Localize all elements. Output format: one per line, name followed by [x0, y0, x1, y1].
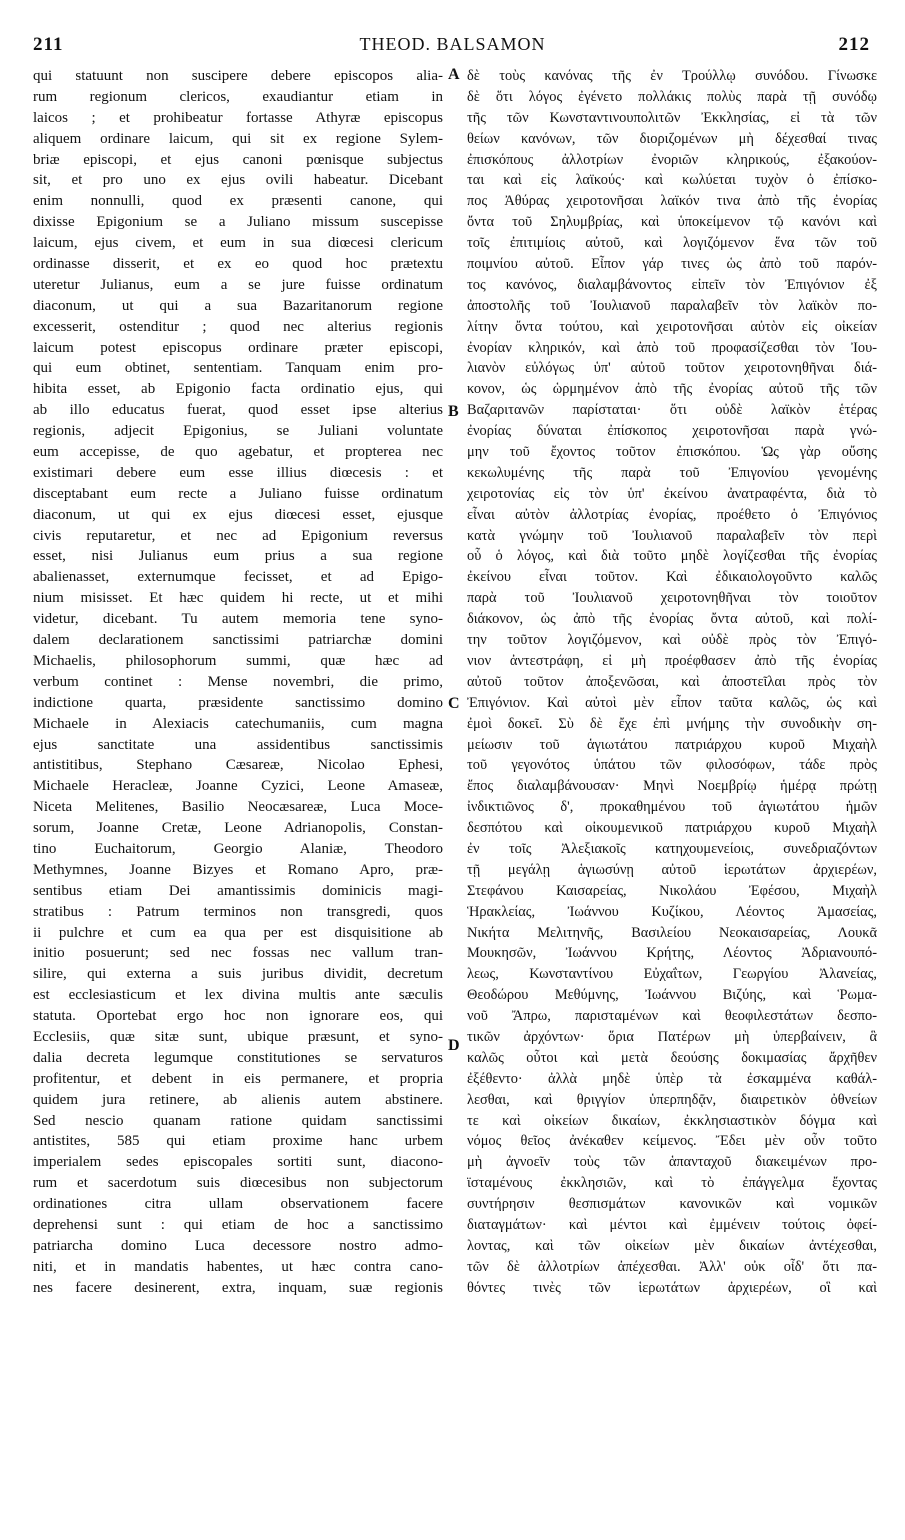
latin-text-line: quidem jura retinere, ab alienis autem abstinere.: [33, 1091, 443, 1108]
latin-text-line: enim nonnulli, quod ex præsenti canone, qui: [33, 193, 443, 210]
greek-text-line: ϊσταμένους ἐκκλησιῶν, καὶ τὸ ἐπάγγελμα ἔχοντας: [467, 1175, 877, 1192]
greek-text-line: λίτην ὄντα τούτου, καὶ χειροτονῆσαι αὐτὸν εἰς οἰκείαν: [467, 318, 877, 335]
latin-text-line: ab illo educatus fuerat, quod esset ipse alterius: [33, 402, 443, 419]
latin-text-line: diaconum, ut qui a sua Bazaritanorum regione: [33, 297, 443, 314]
latin-text-line: esset, nisi Julianus eum prius a sua regione: [33, 548, 443, 565]
latin-text-line: Michaele in Alexiacis catechumaniis, cum magna: [33, 715, 443, 732]
latin-text-line: disceptabant eum recte a Juliano fuisse ordinatum: [33, 485, 443, 502]
greek-text-line: Νικήτα Μελιτηνῆς, Βασιλείου Νεοκαισαρείας, Λουκᾶ: [467, 924, 877, 941]
latin-text-line: ejus sanctitate una assidentibus sanctissimis: [33, 736, 443, 753]
latin-text-line: initio posuerunt; sed nec fossas nec vallum tran-: [33, 945, 443, 962]
greek-text-line: ἐνορίαν κληρικόν, καὶ ἀπὸ τοῦ προφασίζεσθαι τὸν Ἰου-: [467, 339, 877, 356]
greek-text-line: κεκωλυμένης τῆς παρὰ τοῦ Ἐπιγονίου γενομένης: [467, 464, 877, 481]
latin-text-line: dixisse Epigonium se a Juliano missum suscepisse: [33, 214, 443, 231]
latin-column: [33, 66, 443, 1528]
greek-text-line: οὗ ὁ λόγος, καὶ διὰ τοῦτο μηδὲ λογίζεσθαι τῆς ἐνορίας: [467, 548, 877, 565]
greek-text-line: θόντες τινὲς τῶν ἱερωτάτων ἀρχιερέων, οἳ καὶ: [467, 1279, 877, 1296]
greek-text-line: ἰνδικτιῶνος δ', προκαθημένου τοῦ ἁγιωτάτου ἡμῶν: [467, 799, 877, 816]
greek-text-line: τῶν δὲ ἀλλοτρίων ἀπέχεσθαι. Ἀλλ' οὐκ οἶδ' ὅτι πα-: [467, 1258, 877, 1275]
greek-text-line: μὴ ἀγνοεῖν τοὺς τῶν ἁπανταχοῦ διακειμένων προ-: [467, 1154, 877, 1171]
latin-text-line: Ecclesiis, quæ sitæ sunt, ubique præsunt, et syno-: [33, 1028, 443, 1045]
greek-text-line: δεσπότου καὶ οἰκουμενικοῦ πατριάρχου κυροῦ Μιχαὴλ: [467, 820, 877, 837]
greek-text-line: ὄντα τοῦ Σηλυμβρίας, καὶ ὑποκείμενον τῷ κανόνι καὶ: [467, 214, 877, 231]
greek-column: [467, 66, 877, 1528]
left-page-number: 211: [33, 34, 64, 55]
latin-text-line: stratibus : Patrum terminos non transgredi, quos: [33, 903, 443, 920]
latin-text-line: Sed nescio quanam ratione quidam sanctissimi: [33, 1112, 443, 1129]
greek-text-line: ἐκείνου εἶναι τοῦτον. Καὶ ἐδικαιολογοῦντο καλῶς: [467, 569, 877, 586]
margin-marker-a: A: [448, 66, 460, 83]
greek-text-line: καλῶς οὗτοι καὶ μετὰ δεούσης δοκιμασίας ἄρχῆθεν: [467, 1049, 877, 1066]
latin-text-line: sorum, Joanne Cretæ, Leone Adrianopolis, Constan-: [33, 820, 443, 837]
greek-text-line: τος κανόνος, διαλαμβάνοντος εἰπεῖν τὸν Ἐπιγόνιον ἐξ: [467, 276, 877, 293]
latin-text-line: laicum, ejus civem, et eum in sua diœcesi clericum: [33, 235, 443, 252]
latin-text-line: qui eum obtinet, sententiam. Tanquam enim pro-: [33, 360, 443, 377]
latin-text-line: laicum potest episcopus ordinare præter episcopi,: [33, 339, 443, 356]
latin-text-line: rum regionum clericos, exaudiantur etiam in: [33, 88, 443, 105]
latin-text-line: nes facere desinerent, extra, inquam, suæ regionis: [33, 1279, 443, 1296]
latin-text-line: ordinasse disserit, et ex eo quod hoc prætextu: [33, 256, 443, 273]
latin-text-line: est ecclesiasticum et lex divina multis ante sæculis: [33, 987, 443, 1004]
latin-text-line: excesserit, ostenditur ; quod nec alterius regionis: [33, 318, 443, 335]
latin-text-line: statuta. Oportebat ergo hoc non ignorare eos, qui: [33, 1008, 443, 1025]
greek-text-line: αὐτοῦ τοῦτον ἀποξενῶσαι, καὶ ἀποστεῖλαι πρὸς τὸν: [467, 673, 877, 690]
greek-text-line: την τοῦτον λογιζόμενον, καὶ οὐδὲ πρὸς τὸν Ἐπιγό-: [467, 632, 877, 649]
latin-text-line: Methymnes, Joanne Bizyes et Romano Apro, præ-: [33, 861, 443, 878]
latin-text-line: dalem declarationem sanctissimi patriarchæ domini: [33, 632, 443, 649]
latin-text-line: regionis, adjecit Epigonius, se Juliani voluntate: [33, 423, 443, 440]
latin-text-line: verbum continet : Mense novembri, die primo,: [33, 673, 443, 690]
greek-text-line: νιον ἀντεστράφη, εἰ μὴ προέφθασεν ἀπὸ τῆς ἐνορίας: [467, 652, 877, 669]
greek-text-line: Βαζαριτανῶν παρίσταται· ὅτι οὐδὲ λαϊκὸν ἑτέρας: [467, 402, 877, 419]
greek-text-line: Ἡρακλείας, Ἰωάννου Κυζίκου, Λέοντος Ἀμασείας,: [467, 903, 877, 920]
latin-text-line: silire, qui externa a suis juribus dividit, decretum: [33, 966, 443, 983]
latin-text-line: existimari debere eum esse illius diœcesis : et: [33, 464, 443, 481]
greek-text-line: χειροτονίας εἰς τὸν ὑπ' ἐκείνου ἀνατραφέντα, διὰ τὸ: [467, 485, 877, 502]
greek-text-line: νόμος θεῖος ἀνέκαθεν κείμενος. Ἔδει μὲν οὖν τοῦτο: [467, 1133, 877, 1150]
latin-text-line: civis reputaretur, et nec ad Epigonium reversus: [33, 527, 443, 544]
latin-text-line: abalienasset, externumque fecisset, et ad Epigo-: [33, 569, 443, 586]
latin-text-line: diaconum, ut qui ex ejus diœcesi esset, ejusque: [33, 506, 443, 523]
latin-text-line: Michaele Heracleæ, Joanne Cyzici, Leone Amaseæ,: [33, 778, 443, 795]
greek-text-line: παρὰ τοῦ Ἰουλιανοῦ χειροτονηθῆναι τὸν τοιοῦτον: [467, 590, 877, 607]
latin-text-line: antistitibus, Stephano Cæsareæ, Nicolao Ephesi,: [33, 757, 443, 774]
margin-marker-b: B: [448, 403, 459, 420]
greek-text-line: λιανὸν εὐλόγως ὑπ' αὐτοῦ τοῦτον χειροτονηθῆναι διά-: [467, 360, 877, 377]
latin-text-line: antistites, 585 qui etiam proxime hanc urbem: [33, 1133, 443, 1150]
greek-text-line: λοντας, καὶ τῶν οἰκείων μὲν δικαίων ἀντέχεσθαι,: [467, 1237, 877, 1254]
latin-text-line: Michaelis, philosophorum summi, quæ hæc ad: [33, 652, 443, 669]
greek-text-line: μείωσιν τοῦ ἁγιωτάτου πατριάρχου κυροῦ Μιχαὴλ: [467, 736, 877, 753]
greek-text-line: πος Ἀθύρας χειροτονῆσαι λαϊκόν τινα ἀπὸ τῆς ἐνορίας: [467, 193, 877, 210]
greek-text-line: Θεοδώρου Μεθύμνης, Ἰωάννου Βιζύης, καὶ Ῥωμα-: [467, 987, 877, 1004]
latin-text-line: deprehensi sunt : qui etiam de hoc a sanctissimo: [33, 1216, 443, 1233]
latin-text-line: indictione quarta, præsidente sanctissimo domino: [33, 694, 443, 711]
greek-text-line: τοῖς ἐπιτιμίοις αὐτοῦ, καὶ λογιζόμενον ἕνα τῶν τοῦ: [467, 235, 877, 252]
latin-text-line: sentibus etiam Dei amantissimis dominicis magi-: [33, 882, 443, 899]
greek-text-line: κατὰ γνώμην τοῦ Ἰουλιανοῦ παραλαβεῖν τὸν περὶ: [467, 527, 877, 544]
greek-text-line: τῆς τῶν Κωνσταντινουπολιτῶν Ἐκκλησίας, εἰ τὰ τῶν: [467, 109, 877, 126]
latin-text-line: ordinationes citra ullam observationem facere: [33, 1196, 443, 1213]
latin-text-line: dalia decreta legumque constitutiones se servaturos: [33, 1049, 443, 1066]
latin-text-line: briæ episcopi, et ejus canoni pœnisque subjectus: [33, 151, 443, 168]
greek-text-line: ἐπισκόπους ἀλλοτρίων ἐνοριῶν κληρικούς, ἐξακούον-: [467, 151, 877, 168]
latin-text-line: profitentur, et debent in eis permanere, et propria: [33, 1070, 443, 1087]
latin-text-line: uteretur Julianus, eum a se jure fuisse ordinatum: [33, 276, 443, 293]
greek-text-line: δὲ ὅτι λόγος ἐγένετο πολλάκις πολὺς παρὰ τῇ συνόδῳ: [467, 88, 877, 105]
greek-text-line: συντήρησιν θεσπισμάτων κανονικῶν καὶ νομικῶν: [467, 1196, 877, 1213]
greek-text-line: μην τοῦ ἔχοντος τοῦτον ἐπισκόπου. Ὡς γὰρ οὔσης: [467, 444, 877, 461]
latin-text-line: hibita esset, ab Epigonio facta ordinatio ejus, qui: [33, 381, 443, 398]
latin-text-line: qui statuunt non suscipere debere episcopos alia-: [33, 68, 443, 84]
greek-text-line: δὲ τοὺς κανόνας τῆς ἐν Τρούλλῳ συνόδου. Γίνωσκε: [467, 68, 877, 84]
right-page-number: 212: [838, 34, 870, 55]
greek-text-line: Ἐπιγόνιον. Καὶ αὐτοὶ μὲν εἶπον ταῦτα καλῶς, ὡς καὶ: [467, 694, 877, 711]
latin-text-line: niti, et in mandatis habentes, ut hæc contra cano-: [33, 1258, 443, 1275]
greek-text-line: ἐνορίας δύναται ἐπίσκοπος χειροτονῆσαι παρὰ γνώ-: [467, 423, 877, 440]
greek-text-line: ποιμνίου αὐτοῦ. Εἶπον γάρ τινες ὡς ἀπὸ τοῦ παρόν-: [467, 256, 877, 273]
latin-text-line: Niceta Melitenes, Basilio Neocæsareæ, Luca Moce-: [33, 799, 443, 816]
latin-text-line: aliquem ordinare laicum, qui sit ex regione Sylem-: [33, 130, 443, 147]
greek-text-line: λεως, Κωνσταντίνου Εὐχαΐτων, Γεωργίου Ἀλανείας,: [467, 966, 877, 983]
margin-marker-c: C: [448, 695, 460, 712]
greek-text-line: κονον, ὡς ὡρμημένον ἀπὸ τῆς ἐνορίας αὐτοῦ τῆς τῶν: [467, 381, 877, 398]
greek-text-line: τε καὶ οἰκείων δικαίων, ἐκκλησιαστικὸν δόγμα καὶ: [467, 1112, 877, 1129]
greek-text-line: διάκονον, ὡς ἀπὸ τῆς ἐνορίας ὄντα αὐτοῦ, καὶ πολί-: [467, 611, 877, 628]
latin-text-line: eum accepisse, de quo agebatur, et propterea nec: [33, 444, 443, 461]
greek-text-line: ἀποστολῆς τοῦ Ἰουλιανοῦ παραλαβεῖν τὸν λαϊκὸν πο-: [467, 297, 877, 314]
margin-marker-d: D: [448, 1037, 460, 1054]
latin-text-line: videtur, dicebant. Tu autem memoria tene syno-: [33, 611, 443, 628]
greek-text-line: τῇ μεγάλῃ ἁγιωσύνῃ αὐτοῦ ἱερωτάτων ἀρχιερέων,: [467, 861, 877, 878]
latin-text-line: rum et sacerdotum suis diœcesibus non subjectorum: [33, 1175, 443, 1192]
greek-text-line: νοῦ Ἄπρω, παρισταμένων καὶ θεοφιλεστάτων δεσπο-: [467, 1008, 877, 1025]
greek-text-line: ἐμοὶ δοκεῖ. Σὺ δὲ ἔχε ἐπὶ μνήμης τὴν συνοδικὴν ση-: [467, 715, 877, 732]
greek-text-line: ἐξέθεντο· ἀλλὰ μηδὲ ὑπὲρ τὰ ἐσκαμμένα καθάλ-: [467, 1070, 877, 1087]
greek-text-line: θείων κανόνων, τῶν διοριζομένων μὴ δέχεσθαί τινας: [467, 130, 877, 147]
latin-text-line: laicos ; et prohibeatur fortasse Athyræ episcopus: [33, 109, 443, 126]
latin-text-line: patriarcha domino Luca decessore nostro admo-: [33, 1237, 443, 1254]
greek-text-line: ἔπος διαλαμβάνουσαν· Μηνὶ Νοεμβρίῳ ἡμέρᾳ πρώτῃ: [467, 778, 877, 795]
latin-text-line: imperialem sedes episcopales sortiti sunt, diacono-: [33, 1154, 443, 1171]
greek-text-line: διαταγμάτων· καὶ μέντοι καὶ ἐμμένειν τούτοις ὀφεί-: [467, 1216, 877, 1233]
latin-text-line: sit, et pro uno ex ejus ovili habeatur. Dicebant: [33, 172, 443, 189]
greek-text-line: Μουκησῶν, Ἰωάννου Κρήτης, Λέοντος Ἀδριανουπό-: [467, 945, 877, 962]
greek-text-line: ἐν τοῖς Ἀλεξιακοῖς κατηχουμενείοις, συνεδριαζόντων: [467, 840, 877, 857]
greek-text-line: τοῦ γεγονότος ὑπάτου τῶν φιλοσόφων, τάδε πρὸς: [467, 757, 877, 774]
running-title: THEOD. BALSAMON: [359, 34, 546, 54]
greek-text-line: τικῶν ἀρχόντων· ὅρια Πατέρων μὴ ὑπερβαίνειν, ἃ: [467, 1028, 877, 1045]
greek-text-line: εἶναι αὐτὸν ἀλλοτρίας ἐνορίας, προέθετο ὁ Ἐπιγόνιος: [467, 506, 877, 523]
latin-text-line: ii pulchre et cum ea qua per est disquisitione ab: [33, 924, 443, 941]
greek-text-line: ται καὶ εἰς λαϊκούς· καὶ κωλύεται τυχὸν ὁ ἐπίσκο-: [467, 172, 877, 189]
greek-text-line: λεσθαι, καὶ θριγγίον ὑπερπηδᾷν, διαιρετικὸν ὀθνείων: [467, 1091, 877, 1108]
latin-text-line: tino Euchaitorum, Georgio Alaniæ, Theodoro: [33, 840, 443, 857]
greek-text-line: Στεφάνου Καισαρείας, Νικολάου Ἐφέσου, Μιχαὴλ: [467, 882, 877, 899]
latin-text-line: nium misisset. Et hæc quidem hi recte, ut et mihi: [33, 590, 443, 607]
